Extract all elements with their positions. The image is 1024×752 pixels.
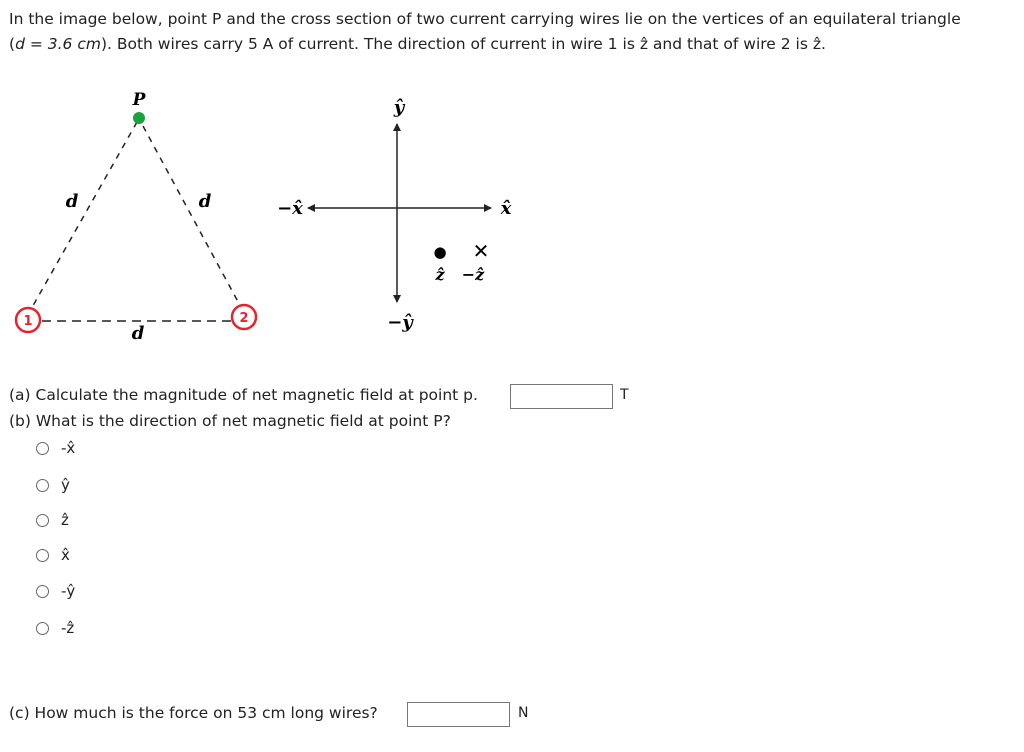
point-p-label: P (132, 90, 146, 110)
radio-button[interactable] (36, 585, 49, 598)
option-label: -x̂ (61, 439, 76, 457)
intro-line-2: (d = 3.6 cm). Both wires carry 5 A of current. The direction of current in wire 1 is ẑ and that of wire 2 is ẑ. (9, 35, 826, 53)
side-label-bottom: d (131, 323, 145, 344)
radio-button[interactable] (36, 549, 49, 562)
part-a-answer-input[interactable] (510, 384, 613, 409)
option-label: ẑ (61, 511, 69, 529)
part-b-question: (b) What is the direction of net magnetic field at point P? (9, 412, 451, 430)
option-label: -ŷ (61, 582, 76, 600)
intro-line-1: In the image below, point P and the cross section of two current carrying wires lie on the vertices of an equilateral triangle (9, 10, 961, 28)
part-c-answer-input[interactable] (407, 702, 510, 727)
option-neg-y[interactable] (36, 580, 75, 602)
z-dot-symbol: ● (433, 243, 447, 261)
radio-button[interactable] (36, 479, 49, 492)
option-label: x̂ (61, 546, 70, 564)
part-a-question: (a) Calculate the magnitude of net magnetic field at point p. (9, 386, 478, 404)
z-pos-label: ẑ (435, 265, 445, 284)
wire-2-label: 2 (239, 311, 249, 326)
option-pos-y[interactable] (36, 474, 70, 496)
axis-x-pos-label: x̂ (500, 198, 512, 219)
option-neg-z[interactable] (36, 617, 74, 639)
option-pos-z[interactable] (36, 509, 69, 531)
side-label-left: d (65, 191, 79, 212)
option-label: ŷ (61, 476, 70, 494)
radio-button[interactable] (36, 442, 49, 455)
axis-x-neg-label: −x̂ (277, 198, 303, 219)
part-c-question: (c) How much is the force on 53 cm long wires? (9, 704, 378, 722)
z-cross-symbol: ✕ (472, 239, 490, 263)
z-neg-label: −ẑ (461, 265, 485, 284)
triangle-side-right (143, 126, 243, 311)
point-p-marker (133, 112, 145, 124)
option-neg-x[interactable] (36, 437, 75, 459)
radio-button[interactable] (36, 622, 49, 635)
triangle-side-left (30, 122, 137, 311)
part-c-unit: N (518, 705, 529, 721)
part-a-unit: T (620, 387, 629, 403)
axis-y-neg-label: −ŷ (387, 312, 413, 333)
axis-y-pos-label: ŷ (393, 97, 405, 118)
radio-button[interactable] (36, 514, 49, 527)
distance-value: d = 3.6 cm (15, 35, 101, 53)
wire-1-label: 1 (23, 314, 33, 329)
problem-figure (0, 80, 560, 360)
option-label: -ẑ (61, 619, 75, 637)
side-label-right: d (198, 191, 212, 212)
problem-statement (9, 7, 1019, 57)
option-pos-x[interactable] (36, 544, 70, 566)
